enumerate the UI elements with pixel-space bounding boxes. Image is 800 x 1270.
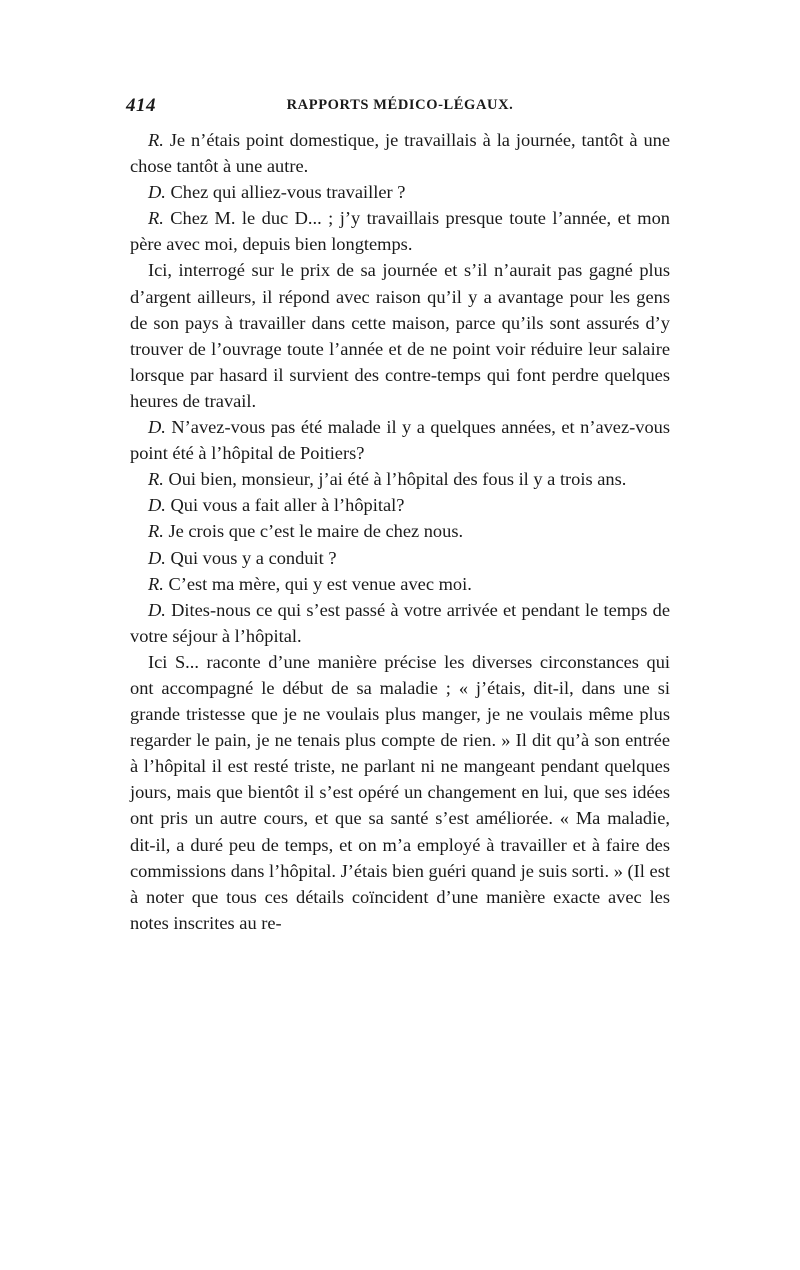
speaker-label: R. bbox=[148, 573, 164, 594]
speaker-label: D. bbox=[148, 599, 166, 620]
speaker-label: D. bbox=[148, 417, 166, 438]
paragraph-text: Qui vous a fait aller à l’hôpital? bbox=[165, 495, 405, 516]
narrative-paragraph bbox=[130, 649, 670, 936]
running-head: RAPPORTS MÉDICO-LÉGAUX. bbox=[286, 97, 514, 113]
speaker-label: D. bbox=[148, 182, 166, 203]
paragraph-text: Qui vous y a conduit ? bbox=[165, 547, 337, 568]
page-number: 414 bbox=[126, 95, 156, 116]
page-header bbox=[126, 95, 670, 123]
speaker-label: D. bbox=[148, 495, 166, 516]
narrative-paragraph bbox=[130, 257, 670, 414]
dialogue-paragraph bbox=[130, 518, 670, 544]
paragraph-text: Je crois que c’est le maire de chez nous. bbox=[163, 521, 464, 542]
paragraph-text: Chez qui alliez-vous travailler ? bbox=[165, 182, 406, 203]
dialogue-paragraph bbox=[130, 179, 670, 205]
body-text bbox=[130, 127, 670, 936]
paragraph-text: Chez M. le duc D... ; j’y travaillais presque toute l’année, et mon père avec moi, depuis bien longtemps. bbox=[130, 208, 670, 255]
speaker-label: D. bbox=[148, 547, 166, 568]
paragraph-text: N’avez-vous pas été malade il y a quelques années, et n’avez-vous point été à l’hôpital de Poitiers? bbox=[130, 417, 670, 464]
speaker-label: R. bbox=[148, 130, 164, 150]
paragraph-text: Dites-nous ce qui s’est passé à votre arrivée et pendant le temps de votre séjour à l’hôpital. bbox=[130, 599, 670, 646]
dialogue-paragraph bbox=[130, 597, 670, 649]
dialogue-paragraph bbox=[130, 571, 670, 597]
paragraph-text: Je n’étais point domestique, je travaillais à la journée, tantôt à une chose tantôt à une autre. bbox=[130, 130, 670, 177]
speaker-label: R. bbox=[148, 208, 164, 229]
dialogue-paragraph bbox=[130, 127, 670, 179]
paragraph-text: Oui bien, monsieur, j’ai été à l’hôpital des fous il y a trois ans. bbox=[163, 469, 627, 490]
book-page bbox=[126, 95, 670, 936]
dialogue-paragraph bbox=[130, 545, 670, 571]
paragraph-text: Ici, interrogé sur le prix de sa journée et s’il n’aurait pas gagné plus d’argent ailleurs, il répond avec raison qu’il y a avantage pour les gens de son pays à travailler dans cette maison, parce qu’ils sont assurés d’y trouver de l’ouvrage toute l’année et de ne point voir réduire leur salaire lorsque par hasard il survient des contre-temps qui font perdre quelques heures de travail. bbox=[130, 260, 670, 411]
paragraph-text: Ici S... raconte d’une manière précise les diverses circonstances qui ont accompagné le début de sa maladie ; « j’étais, dit-il, dans une si grande tristesse que je ne voulais plus manger, je ne voulais même plus regarder le pain, je ne tenais plus compte de rien. » Il dit qu’à son entrée à l’hôpital il est resté triste, ne parlant ni ne mangeant pendant quelques jours, mais que bientôt il s’est opéré un changement en lui, que ses idées ont pris un autre cours, et que sa santé s’est améliorée. « Ma maladie, dit-il, a duré peu de temps, et on m’a employé à travailler et à faire des commissions dans l’hôpital. J’étais bien guéri quand je suis sorti. » (Il est à noter que tous ces détails coïncident d’une manière exacte avec les notes inscrites au re- bbox=[130, 651, 670, 933]
dialogue-paragraph bbox=[130, 414, 670, 466]
dialogue-paragraph bbox=[130, 205, 670, 257]
paragraph-text: C’est ma mère, qui y est venue avec moi. bbox=[163, 573, 472, 594]
speaker-label: R. bbox=[148, 521, 164, 542]
speaker-label: R. bbox=[148, 469, 164, 490]
dialogue-paragraph bbox=[130, 466, 670, 492]
dialogue-paragraph bbox=[130, 492, 670, 518]
